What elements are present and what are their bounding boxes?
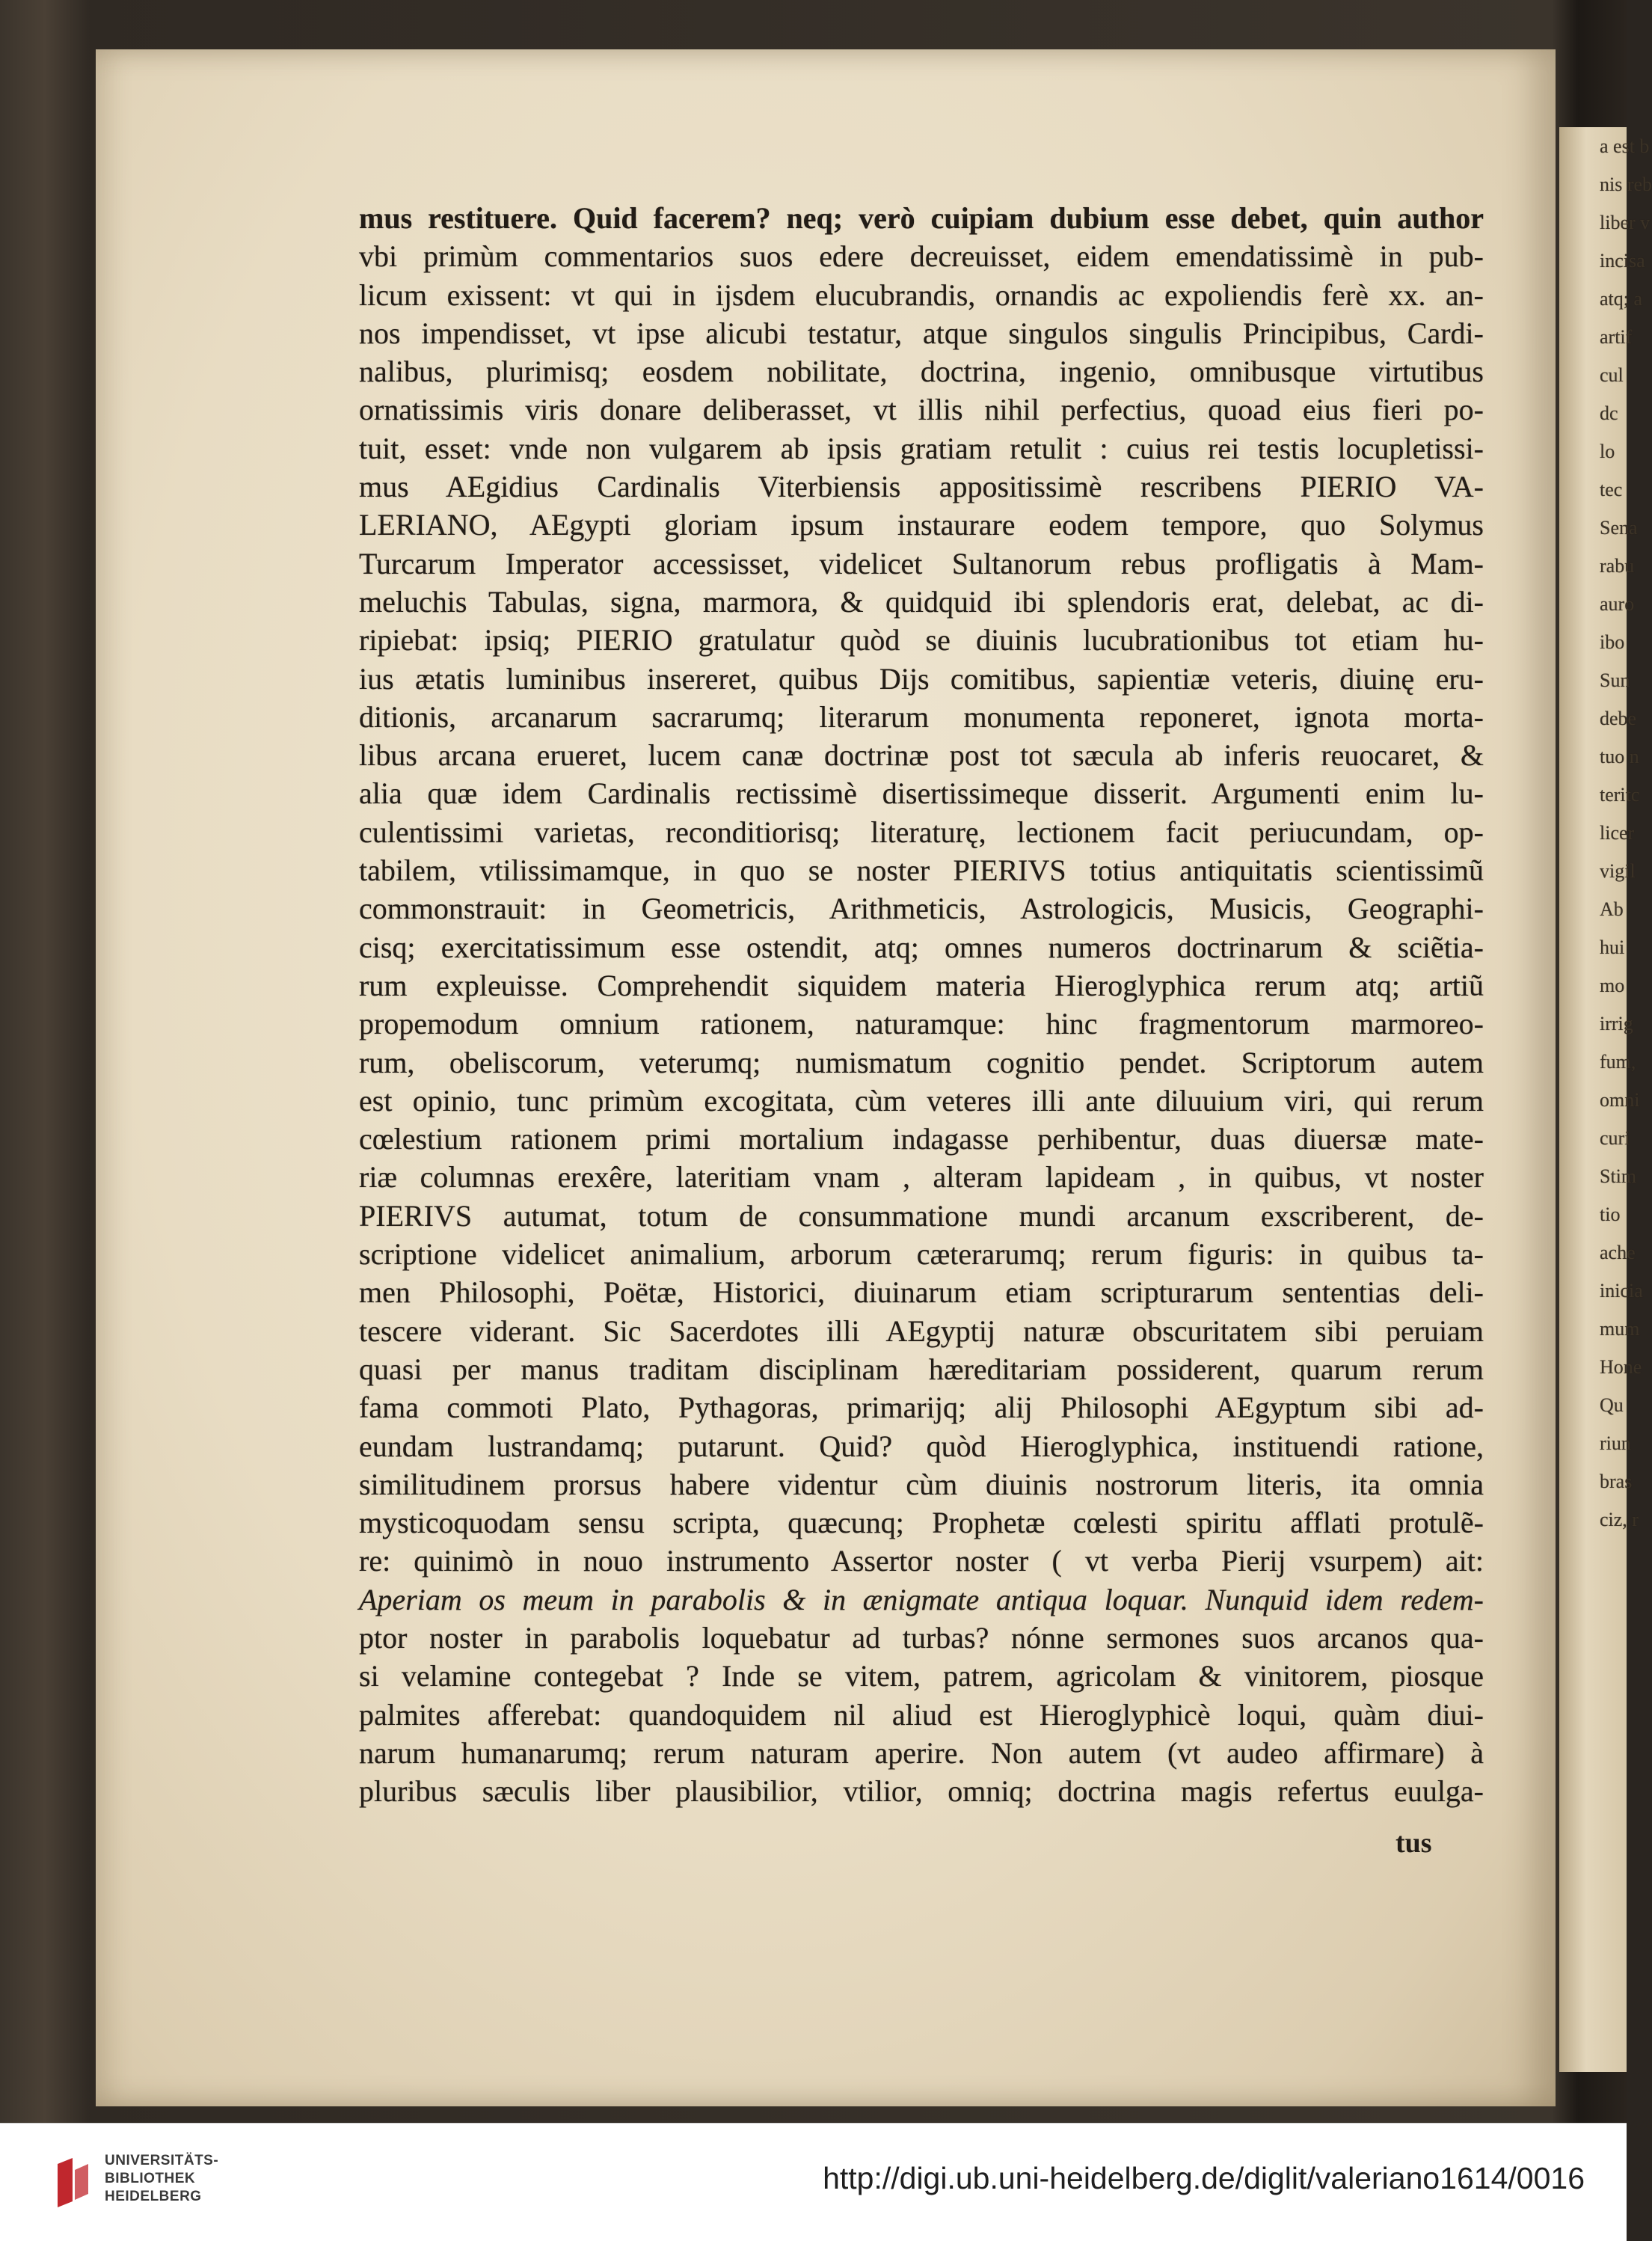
facing-page-fragment: licer xyxy=(1600,822,1635,844)
text-line: cœlestium rationem primi mortalium indagasse perhibentur, duas diuersæ mate- xyxy=(359,1122,1484,1156)
facing-page-fragment: tuo n xyxy=(1600,746,1639,767)
library-name-line1: UNIVERSITÄTS- xyxy=(105,2153,219,2168)
facing-page-fragment: Sun xyxy=(1600,669,1630,691)
facing-page-fragment: lo xyxy=(1600,441,1615,462)
facing-page-fragment: bras xyxy=(1600,1471,1633,1492)
text-line: si velamine contegebat ? Inde se vitem, patrem, agricolam & vinitorem, piosque xyxy=(359,1659,1484,1693)
text-line: rum expleuisse. Comprehendit siquidem materia Hieroglyphica rerum atq; artiũ xyxy=(359,968,1484,1002)
text-line: libus arcana erueret, lucem canæ doctrinæ post tot sæcula ab inferis reuocaret, & xyxy=(359,738,1484,773)
facing-page-fragment: incisa xyxy=(1600,250,1645,272)
footer-bar xyxy=(0,2123,1627,2241)
facing-page-fragment: a est b xyxy=(1600,135,1650,157)
text-line: scriptione videlicet animalium, arborum cæterarumq; rerum figuris: in quibus ta- xyxy=(359,1237,1484,1272)
text-line: ornatissimis viris donare deliberasset, vt illis nihil perfectius, quoad eius fieri po- xyxy=(359,393,1484,427)
text-line: commonstrauit: in Geometricis, Arithmeticis, Astrologicis, Musicis, Geographi- xyxy=(359,892,1484,926)
library-name-line2: BIBLIOTHEK xyxy=(105,2171,196,2186)
page-text xyxy=(359,199,1484,1810)
facing-page-fragment: Qu xyxy=(1600,1394,1624,1416)
library-name xyxy=(105,2152,218,2206)
text-line: Turcarum Imperator accessisset, videlicet Sultanorum rebus profligatis à Mam- xyxy=(359,546,1484,580)
facing-page-fragment: hui xyxy=(1600,936,1625,958)
text-line: tuit, esset: vnde non vulgarem ab ipsis gratiam retulit : cuius rei testis locupletissi- xyxy=(359,431,1484,465)
text-line: vbi primùm commentarios suos edere decreuisset, eidem emendatissimè in pub- xyxy=(359,239,1484,274)
facing-page-fragment: vigil xyxy=(1600,860,1636,882)
facing-page-fragment: Sena xyxy=(1600,517,1638,539)
text-line: re: quinimò in nouo instrumento Assertor noster ( vt verba Pierij vsurpem) ait: xyxy=(359,1544,1484,1578)
text-line: alia quæ idem Cardinalis rectissimè disertissimeque disserit. Argumenti enim lu- xyxy=(359,776,1484,811)
text-line: Aperiam os meum in parabolis & in ænigmate antiqua loquar. Nunquid idem redem- xyxy=(359,1582,1484,1616)
facing-page-edge xyxy=(1559,127,1652,2072)
facing-page-fragment: mum xyxy=(1600,1318,1640,1340)
facing-page-fragment: ibo xyxy=(1600,631,1625,653)
text-line: nos impendisset, vt ipse alicubi testatur, atque singulos singulis Principibus, Cardi- xyxy=(359,316,1484,350)
facing-page-fragment: riun xyxy=(1600,1432,1631,1454)
text-line: eundam lustrandamq; putarunt. Quid? quòd Hieroglyphica, instituendi ratione, xyxy=(359,1429,1484,1463)
text-line: similitudinem prorsus habere videntur cùm diuinis nostrorum literis, ita omnia xyxy=(359,1467,1484,1501)
text-line: narum humanarumq; rerum naturam aperire. Non autem (vt audeo affirmare) à xyxy=(359,1735,1484,1770)
text-line: meluchis Tabulas, signa, marmora, & quidquid ibi splendoris erat, delebat, ac di- xyxy=(359,584,1484,619)
facing-page-fragment: irrig xyxy=(1600,1013,1633,1034)
text-line: licum exissent: vt qui in ijsdem elucubrandis, ornandis ac expoliendis ferè xx. an- xyxy=(359,278,1484,312)
text-line: tescere viderant. Sic Sacerdotes illi AEgyptij naturæ obscuritatem sibi peruiam xyxy=(359,1313,1484,1348)
text-line: mus restituere. Quid facerem? neq; verò cuipiam dubium esse debet, quin author xyxy=(359,201,1484,235)
text-line: est opinio, tunc primùm excogitata, cùm veteres illi ante diluuium viri, qui rerum xyxy=(359,1083,1484,1118)
facing-page-fragment: nis reb xyxy=(1600,174,1652,195)
text-line: ditionis, arcanarum sacrarumq; literarum monumenta reponeret, ignota morta- xyxy=(359,699,1484,734)
facing-page-fragment: dc xyxy=(1600,402,1618,424)
text-line: ptor noster in parabolis loquebatur ad turbas? nónne sermones suos arcanos qua- xyxy=(359,1620,1484,1655)
text-line: men Philosophi, Poëtæ, Historici, diuinarum etiam scripturarum sententias deli- xyxy=(359,1275,1484,1310)
text-line: ripiebat: ipsiq; PIERIO gratulatur quòd se diuinis lucubrationibus tot etiam hu- xyxy=(359,623,1484,657)
text-line: cisq; exercitatissimum esse ostendit, atq; omnes numeros doctrinarum & sciẽtia- xyxy=(359,930,1484,964)
facing-page-fragment: mo xyxy=(1600,975,1625,996)
text-line: nalibus, plurimisq; eosdem nobilitate, doctrina, ingenio, omnibusque virtutibus xyxy=(359,355,1484,389)
facing-page-fragment: ciz, r xyxy=(1600,1509,1639,1530)
text-line: ius ætatis luminibus insereret, quibus Dijs comitibus, sapientiæ veteris, diuinę eru- xyxy=(359,661,1484,696)
facing-page-fragment: artif xyxy=(1600,326,1633,348)
text-line: LERIANO, AEgypti gloriam ipsum instaurare eodem tempore, quo Solymus xyxy=(359,508,1484,542)
facing-page-fragment: debe xyxy=(1600,708,1637,729)
facing-page-fragment: Stim xyxy=(1600,1165,1637,1187)
library-logo-icon xyxy=(54,2156,91,2209)
facing-page-fragment: rabu xyxy=(1600,555,1635,577)
text-line: culentissimi varietas, reconditiorisq; literaturę, lectionem facit periucundam, op- xyxy=(359,815,1484,849)
text-line: PIERIVS autumat, totum de consummatione mundi arcanum exscriberent, de- xyxy=(359,1198,1484,1233)
facing-page-fragment: inicia xyxy=(1600,1280,1643,1302)
facing-page-fragment: cul xyxy=(1600,364,1624,386)
facing-page-fragment: tec xyxy=(1600,479,1623,500)
text-line: quasi per manus traditam disciplinam hæreditariam possiderent, quarum rerum xyxy=(359,1352,1484,1386)
text-line: tabilem, vtilissimamque, in quo se noster PIERIVS totius antiquitatis scientissimũ xyxy=(359,853,1484,888)
facing-page-fragment: liber v xyxy=(1600,212,1651,233)
facing-page-fragment: Ab xyxy=(1600,898,1624,920)
text-line: fama commoti Plato, Pythagoras, primarijq; alij Philosophi AEgyptum sibi ad- xyxy=(359,1391,1484,1425)
facing-page-fragment: auro xyxy=(1600,593,1635,615)
text-line: pluribus sæculis liber plausibilior, vtilior, omniq; doctrina magis refertus euulga- xyxy=(359,1774,1484,1809)
permalink-url[interactable]: http://digi.ub.uni-heidelberg.de/diglit/valeriano1614/0016 xyxy=(823,2161,1585,2195)
text-line: riæ columnas erexêre, lateritiam vnam , alteram lapideam , in quibus, vt noster xyxy=(359,1160,1484,1195)
facing-page-fragment: omni xyxy=(1600,1089,1640,1111)
text-line: rum, obeliscorum, veterumq; numismatum cognitio pendet. Scriptorum autem xyxy=(359,1045,1484,1079)
catchword: tus xyxy=(1395,1827,1432,1859)
text-line: mysticoquodam sensu scripta, quæcunq; Prophetæ cœlesti spiritu afflati protulẽ- xyxy=(359,1506,1484,1540)
facing-page-fragment: atq; a xyxy=(1600,288,1643,310)
text-line: mus AEgidius Cardinalis Viterbiensis appositissimè rescribens PIERIO VA- xyxy=(359,470,1484,504)
facing-page-fragment: Hone xyxy=(1600,1356,1642,1378)
facing-page-fragment: teritc xyxy=(1600,784,1640,806)
library-name-line3: HEIDELBERG xyxy=(105,2189,202,2204)
facing-page-fragment: ache xyxy=(1600,1242,1636,1263)
text-line: propemodum omnium rationem, naturamque: hinc fragmentorum marmoreo- xyxy=(359,1007,1484,1041)
facing-page-fragment: curi xyxy=(1600,1127,1630,1149)
facing-page-fragment: fum, xyxy=(1600,1051,1636,1073)
text-line: palmites afferebat: quandoquidem nil aliud est Hieroglyphicè loqui, quàm diui- xyxy=(359,1697,1484,1732)
facing-page-fragment: tio xyxy=(1600,1204,1621,1225)
